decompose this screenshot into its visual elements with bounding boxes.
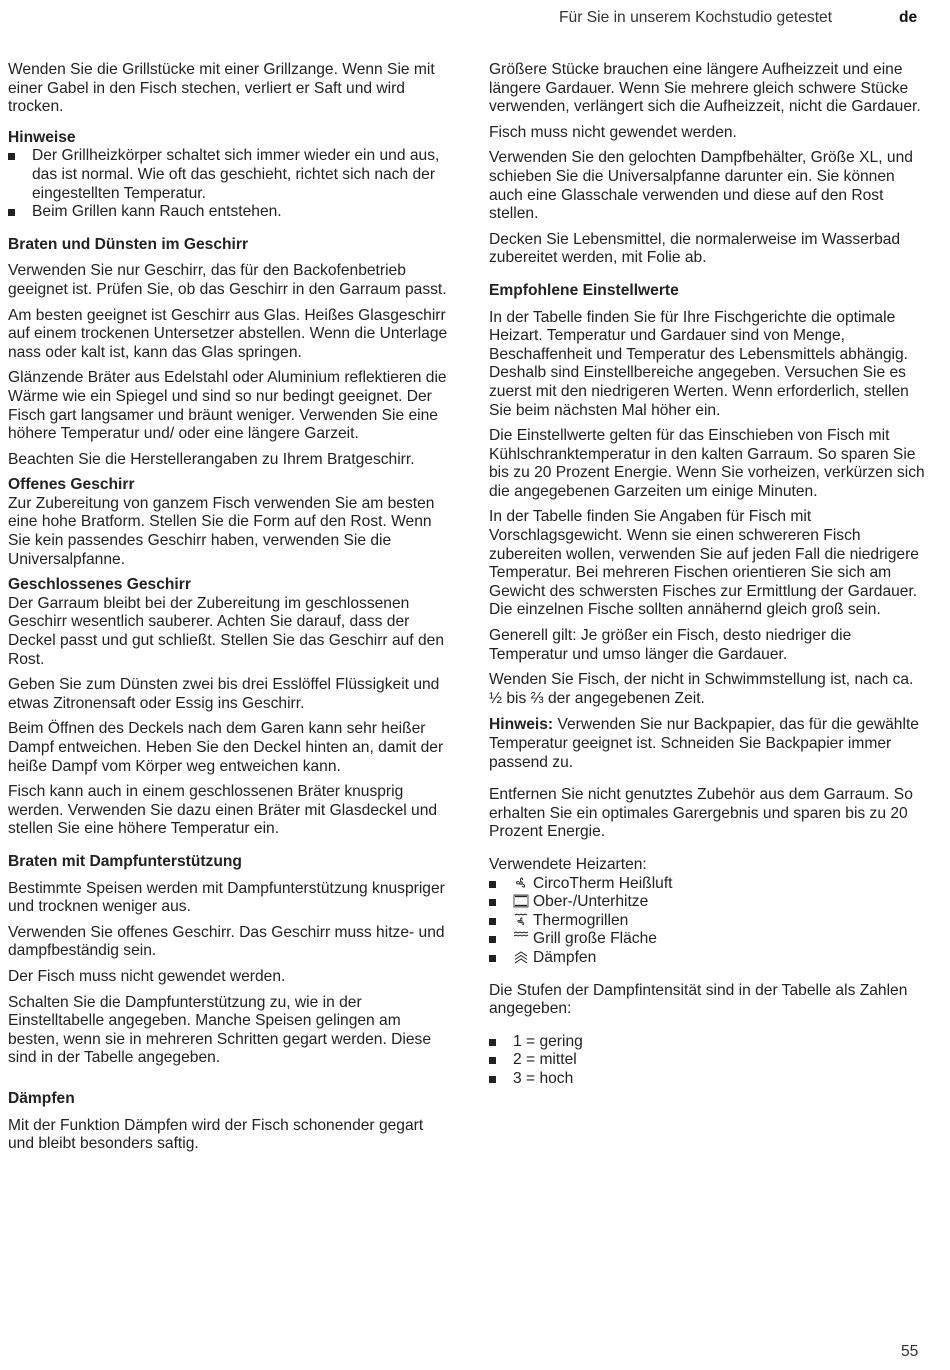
geschlossenes-geschirr-heading: Geschlossenes Geschirr bbox=[8, 576, 191, 594]
list-item: Grill große Fläche bbox=[489, 930, 929, 949]
empfohlene-einstellwerte-heading: Empfohlene Einstellwerte bbox=[489, 281, 679, 299]
paragraph: In der Tabelle finden Sie Angaben für Fisch mit Vorschlagsgewicht. Wenn sie einen schwereren Fisch zubereiten wollen, verwenden Sie auf jeden Fall die niedrigere Temperatur. Bei mehreren Fischen orientieren Sie sich am Gewicht des schwersten Fisches zur Ermittlung der Gardauer. Die einzelnen Fische sollten annähernd gleich groß sein. bbox=[489, 508, 919, 619]
right-column bbox=[489, 61, 929, 1096]
paragraph: In der Tabelle finden Sie für Ihre Fischgerichte die optimale Heizart. Temperatur und Gardauer sind von Menge, Beschaffenheit und Temperatur des Lebensmittels abhängig. Deshalb sind Einstellbereiche angegeben. Versuchen Sie es zuerst mit den niedrigeren Werten. Wenn erforderlich, stellen Sie beim nächsten Mal höher ein. bbox=[489, 308, 909, 419]
paragraph: Fisch kann auch in einem geschlossenen Bräter knusprig werden. Verwenden Sie dazu einen Bräter mit Glasdeckel und stellen Sie eine höhere Temperatur ein. bbox=[8, 783, 438, 838]
list-item: Dämpfen bbox=[489, 949, 929, 968]
list-item: 2 = mittel bbox=[489, 1051, 929, 1070]
paragraph: Verwenden Sie offenes Geschirr. Das Geschirr muss hitze- und dampfbeständig sein. bbox=[8, 923, 445, 960]
braten-heading: Braten und Dünsten im Geschirr bbox=[8, 235, 249, 253]
list-item: Ober-/Unterhitze bbox=[489, 893, 929, 912]
running-header-title: Für Sie in unserem Kochstudio getestet bbox=[559, 9, 833, 26]
list-item: 3 = hoch bbox=[489, 1070, 929, 1089]
list-item: 1 = gering bbox=[489, 1033, 929, 1052]
steam-icon bbox=[513, 950, 529, 964]
bullet-icon bbox=[489, 955, 496, 962]
paragraph: Entfernen Sie nicht genutztes Zubehör aus dem Garraum. So erhalten Sie ein optimales Garergebnis und sparen bis zu 20 Prozent Energie. bbox=[489, 786, 913, 841]
paragraph: Verwenden Sie nur Geschirr, das für den Backofenbetrieb geeignet ist. Prüfen Sie, ob das Geschirr in den Garraum passt. bbox=[8, 262, 447, 298]
paragraph: Die Stufen der Dampfintensität sind in der Tabelle als Zahlen angegeben: bbox=[489, 981, 908, 1018]
top-bottom-heat-icon bbox=[513, 894, 529, 908]
paragraph: Zur Zubereitung von ganzem Fisch verwenden Sie am besten eine hohe Bratform. Stellen Sie die Form auf den Rost. Wenn Sie kein passendes Geschirr haben, verwenden Sie die Universalpfanne. bbox=[8, 494, 435, 568]
paragraph: Generell gilt: Je größer ein Fisch, desto niedriger die Temperatur und umso länger die Gardauer. bbox=[489, 627, 852, 663]
bullet-icon bbox=[489, 1039, 496, 1046]
paragraph: Decken Sie Lebensmittel, die normalerweise im Wasserbad zubereitet werden, mit Folie ab. bbox=[489, 230, 901, 267]
left-column bbox=[8, 61, 448, 1161]
paragraph: Verwenden Sie den gelochten Dampfbehälter, Größe XL, und schieben Sie die Universalpfanne darunter ein. Sie können auch eine Glasschale verwenden und diese auf den Rost stellen. bbox=[489, 149, 913, 223]
paragraph: Die Einstellwerte gelten für das Einschieben von Fisch mit Kühlschranktemperatur in den kalten Garraum. So sparen Sie bis zu 20 Prozent Energie. Wenn Sie vorheizen, verkürzen sich die angegebenen Garzeiten um einige Minuten. bbox=[489, 427, 925, 500]
bullet-icon bbox=[489, 881, 496, 888]
paragraph: Am besten geeignet ist Geschirr aus Glas. Heißes Glasgeschirr auf einem trockenen Untersetzer abstellen. Wenn die Unterlage nass oder kalt ist, kann das Glas springen. bbox=[8, 306, 448, 361]
bullet-icon bbox=[489, 899, 496, 906]
paragraph: Geben Sie zum Dünsten zwei bis drei Esslöffel Flüssigkeit und etwas Zitronensaft oder Essig ins Geschirr. bbox=[8, 676, 440, 712]
circotherm-fan-icon bbox=[513, 876, 529, 890]
hinweise-list bbox=[8, 147, 448, 221]
bullet-icon bbox=[489, 936, 496, 943]
list-item: CircoTherm Heißluft bbox=[489, 875, 929, 894]
bullet-icon bbox=[8, 209, 15, 216]
hinweise-heading: Hinweise bbox=[8, 128, 76, 146]
paragraph: Beim Öffnen des Deckels nach dem Garen kann sehr heißer Dampf entweichen. Heben Sie den Deckel hinten an, damit der heiße Dampf vom Körper weg entweichen kann. bbox=[8, 720, 444, 775]
paragraph: Der Garraum bleibt bei der Zubereitung im geschlossenen Geschirr wesentlich sauberer. Achten Sie darauf, dass der Deckel passt und gut schließt. Stellen Sie das Geschirr auf den Rost. bbox=[8, 594, 444, 668]
paragraph: Wenden Sie Fisch, der nicht in Schwimmstellung ist, nach ca. ½ bis ⅔ der angegebenen Zeit. bbox=[489, 671, 914, 707]
stufen-list bbox=[489, 1033, 929, 1089]
paragraph: Schalten Sie die Dampfunterstützung zu, wie in der Einstelltabelle angegeben. Manche Speisen gelingen am besten, wenn sie in mehreren Schritten gegart werden. Diese sind in der Tabelle angegeben. bbox=[8, 993, 431, 1067]
paragraph: Beachten Sie die Herstellerangaben zu Ihrem Bratgeschirr. bbox=[8, 450, 415, 468]
bullet-icon bbox=[489, 1057, 496, 1064]
list-item: Thermogrillen bbox=[489, 912, 929, 931]
paragraph: Glänzende Bräter aus Edelstahl oder Aluminium reflektieren die Wärme wie ein Spiegel und sind so nur bedingt geeignet. Der Fisch gart langsamer und bräunt weniger. Verwenden Sie eine höhere Temperatur und/ oder eine längere Garzeit. bbox=[8, 369, 447, 443]
heizarten-title: Verwendete Heizarten: bbox=[489, 855, 647, 873]
bullet-icon bbox=[8, 153, 15, 160]
thermo-grill-icon bbox=[513, 913, 529, 927]
offenes-geschirr-heading: Offenes Geschirr bbox=[8, 476, 135, 494]
paragraph: Fisch muss nicht gewendet werden. bbox=[489, 123, 737, 141]
bullet-icon bbox=[489, 1076, 496, 1083]
heizarten-list bbox=[489, 875, 929, 968]
paragraph: Der Fisch muss nicht gewendet werden. bbox=[8, 967, 286, 985]
dampfunterstuetzung-heading: Braten mit Dampfunterstützung bbox=[8, 852, 242, 870]
hinweis-label: Hinweis: bbox=[489, 716, 554, 734]
list-item: Beim Grillen kann Rauch entstehen. bbox=[8, 203, 448, 222]
page-number: 55 bbox=[901, 1343, 919, 1360]
list-item: Der Grillheizkörper schaltet sich immer wieder ein und aus, das ist normal. Wie oft das geschieht, richtet sich nach der eingestellten Temperatur. bbox=[8, 147, 448, 203]
daempfen-heading: Dämpfen bbox=[8, 1089, 75, 1107]
hinweis-paragraph: Hinweis: Verwenden Sie nur Backpapier, das für die gewählte Temperatur geeignet ist. Schneiden Sie Backpapier immer passend zu. bbox=[489, 716, 919, 771]
bullet-icon bbox=[489, 918, 496, 925]
language-code: de bbox=[899, 9, 918, 26]
grill-large-area-icon bbox=[513, 931, 529, 945]
paragraph: Größere Stücke brauchen eine längere Aufheizzeit und eine längere Gardauer. Wenn Sie mehrere gleich schwere Stücke verwenden, verlängert sich die Aufheizzeit, nicht die Gardauer. bbox=[489, 61, 921, 116]
intro-paragraph: Wenden Sie die Grillstücke mit einer Grillzange. Wenn Sie mit einer Gabel in den Fisch stechen, verliert er Saft und wird trocken. bbox=[8, 61, 435, 116]
paragraph: Mit der Funktion Dämpfen wird der Fisch schonender gegart und bleibt besonders saftig. bbox=[8, 1116, 424, 1153]
paragraph: Bestimmte Speisen werden mit Dampfunterstützung knuspriger und trocknen weniger aus. bbox=[8, 879, 445, 916]
